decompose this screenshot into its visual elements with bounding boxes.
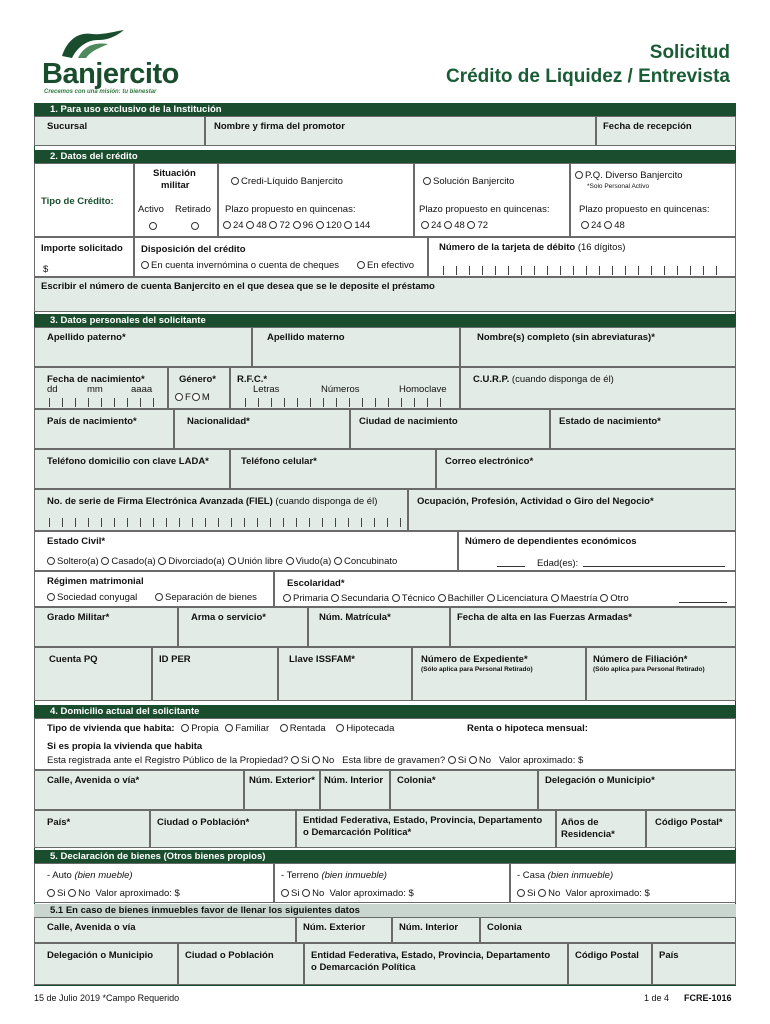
delegacion-field[interactable] [538, 770, 736, 810]
solucion-cell [414, 163, 570, 237]
cuenta-deposito-field[interactable] [34, 277, 736, 312]
banjercito-logo [40, 28, 200, 98]
terreno-label: - Terreno (bien inmueble) [281, 870, 387, 881]
fecha-alta-label: Fecha de alta en las Fuerzas Armadas* [457, 612, 632, 623]
expediente-note: (Sólo aplica para Personal Retirado) [421, 666, 533, 673]
section-5-header: 5. Declaración de bienes (Otros bienes propios) [34, 850, 736, 863]
bien-num-ext-field[interactable] [296, 917, 392, 943]
apellido-materno-label: Apellido materno [267, 332, 345, 343]
plazo-c-label: Plazo propuesto en quincenas: [579, 204, 710, 215]
telefono-celular-field[interactable] [230, 449, 436, 489]
activo-radio[interactable] [149, 222, 157, 230]
rfc-homoclave-label: Homoclave [399, 384, 447, 395]
section-1-header: 1. Para uso exclusivo de la Institución [34, 103, 736, 116]
plazo-a-options[interactable]: 24 48 72 96 120 144 [223, 220, 370, 231]
credi-liquido-cell [218, 163, 414, 237]
colonia-label: Colonia* [397, 775, 436, 786]
dd-label: dd [47, 384, 58, 395]
promotor-field[interactable] [205, 116, 596, 146]
grado-militar-field[interactable] [34, 607, 178, 647]
situacion-cell [134, 163, 218, 237]
estado-civil-cell [34, 531, 458, 571]
fiel-field[interactable] [34, 489, 408, 531]
nomina-option[interactable]: En cuenta invernómina o cuenta de cheques [141, 260, 339, 271]
estado-civil-label: Estado Civil* [47, 536, 106, 547]
recepcion-field[interactable] [596, 116, 736, 146]
pq-diverso-option[interactable] [575, 170, 683, 181]
pq-diverso-label: P.Q. Diverso Banjercito [585, 170, 683, 181]
escolaridad-cell [274, 571, 736, 607]
logo-text: Banjercito [42, 58, 179, 90]
terreno-options[interactable]: Si No Valor aproximado: $ [281, 888, 414, 899]
apellido-materno-field[interactable] [252, 327, 460, 367]
regimen-label: Régimen matrimonial [47, 576, 144, 587]
mm-label: mm [87, 384, 103, 395]
bien-delegacion-field[interactable] [34, 943, 178, 985]
expediente-field[interactable] [412, 647, 586, 701]
num-int-label: Núm. Interior [324, 775, 384, 786]
pq-diverso-cell [570, 163, 736, 237]
anios-label-2: Residencia* [561, 829, 615, 840]
bien-delegacion-label: Delegación o Municipio [47, 950, 154, 961]
rfc-numeros-label: Números [321, 384, 360, 395]
filiacion-field[interactable] [586, 647, 736, 701]
ocupacion-label: Ocupación, Profesión, Actividad o Giro del Negocio* [417, 496, 654, 507]
ciudad-nac-label: Ciudad de nacimiento [359, 416, 458, 427]
logo-tagline: Crecemos con una misión: tu bienestar [44, 89, 157, 95]
cp-label: Código Postal* [655, 817, 723, 828]
tel-dom-label: Teléfono domicilio con clave LADA* [47, 456, 209, 467]
page-title: Solicitud [649, 42, 730, 63]
section-51-header: 5.1 En caso de bienes inmuebles favor de llenar los siguientes datos [34, 904, 736, 917]
plazo-c-options[interactable]: 24 48 [581, 220, 625, 231]
rfc-label: R.F.C.* [237, 374, 268, 385]
renta-label: Renta o hipoteca mensual: [467, 723, 588, 734]
solucion-option[interactable] [423, 176, 514, 187]
section-3-header: 3. Datos personales del solicitante [34, 314, 736, 327]
estado-nacimiento-field[interactable] [550, 409, 736, 449]
pq-diverso-radio[interactable] [575, 171, 583, 179]
fiel-digit-boxes[interactable] [49, 518, 401, 527]
dependientes-cell [458, 531, 736, 571]
nacionalidad-label: Nacionalidad* [187, 416, 250, 427]
bien-calle-label: Calle, Avenida o vía [47, 922, 136, 933]
sucursal-field[interactable] [34, 116, 205, 146]
bien-pais-field[interactable] [652, 943, 736, 985]
footer-code: FCRE-1016 [684, 993, 732, 1003]
genero-options[interactable]: F M [175, 392, 210, 403]
auto-cell [34, 863, 274, 903]
solo-activo-note: *Solo Personal Activo [587, 183, 650, 190]
tarjeta-digit-boxes[interactable] [443, 266, 729, 275]
credi-liquido-option[interactable] [231, 176, 343, 187]
arma-servicio-field[interactable] [178, 607, 308, 647]
matricula-field[interactable] [308, 607, 450, 647]
anios-residencia-field[interactable] [556, 810, 646, 848]
fecha-nacimiento-field[interactable] [34, 367, 168, 409]
casa-cell [510, 863, 736, 903]
tipo-credito-label: Tipo de Crédito: [41, 196, 114, 207]
section-2-header: 2. Datos del crédito [34, 150, 736, 163]
rfc-digit-boxes[interactable] [245, 398, 451, 407]
nacionalidad-field[interactable] [174, 409, 350, 449]
bien-colonia-label: Colonia [487, 922, 522, 933]
credi-liquido-label: Credi-Líquido Banjercito [241, 176, 343, 187]
bien-colonia-field[interactable] [480, 917, 736, 943]
fecha-nac-label: Fecha de nacimiento* [47, 374, 145, 385]
promotor-label: Nombre y firma del promotor [214, 121, 345, 132]
bien-num-ext-label: Núm. Exterior [303, 922, 366, 933]
pais-nac-label: País de nacimiento* [47, 416, 137, 427]
auto-options[interactable]: Si No Valor aproximado: $ [47, 888, 180, 899]
escolaridad-options[interactable]: Primaria Secundaria Técnico Bachiller Licenciatura Maestría Otro [283, 593, 629, 604]
solucion-label: Solución Banjercito [433, 176, 515, 187]
plazo-b-options[interactable]: 24 48 72 [421, 220, 488, 231]
retirado-label: Retirado [175, 204, 211, 215]
solucion-radio[interactable] [423, 177, 431, 185]
tarjeta-field[interactable] [428, 237, 736, 277]
estado-civil-options[interactable]: Soltero(a) Casado(a) Divorciado(a) Unión libre Viudo(a) Concubinato [47, 556, 397, 567]
si-propia-label: Si es propia la vivienda que habita [47, 741, 203, 752]
calle-field[interactable] [34, 770, 244, 810]
num-interior-field[interactable] [320, 770, 390, 810]
eagle-logo-icon [58, 28, 128, 62]
militar-label: militar [161, 180, 190, 191]
estado-nac-label: Estado de nacimiento* [559, 416, 661, 427]
filiacion-note: (Sólo aplica para Personal Retirado) [593, 666, 705, 673]
arma-label: Arma o servicio* [191, 612, 266, 623]
escolaridad-label: Escolaridad* [287, 578, 345, 589]
otro-line[interactable] [679, 602, 727, 603]
num-exterior-field[interactable] [244, 770, 320, 810]
bien-ciudad-label: Ciudad o Población [185, 950, 274, 961]
pais-label: País* [47, 817, 71, 828]
disposicion-label: Disposición del crédito [141, 244, 246, 255]
tipo-vivienda-row: Tipo de vivienda que habita: Propia Familiar Rentada Hipotecada [47, 723, 395, 734]
calle-label: Calle, Avenida o vía* [47, 775, 140, 786]
sucursal-label: Sucursal [47, 121, 88, 132]
aaaa-label: aaaa [131, 384, 153, 395]
correo-label: Correo electrónico* [445, 456, 534, 467]
importe-label: Importe solicitado [41, 243, 123, 254]
bien-ciudad-field[interactable] [178, 943, 304, 985]
correo-field[interactable] [436, 449, 736, 489]
anios-label: Años de [561, 817, 599, 828]
sociedad-option[interactable]: Sociedad conyugal [47, 592, 137, 603]
apellido-paterno-field[interactable] [34, 327, 252, 367]
plazo-b-label: Plazo propuesto en quincenas: [419, 204, 550, 215]
ciudad-field[interactable] [150, 810, 296, 848]
bien-entidad-label: Entidad Federativa, Estado, Provincia, Departamento [311, 950, 551, 961]
section-4-header: 4. Domicilio actual del solicitante [34, 705, 736, 718]
issfam-label: Llave ISSFAM* [289, 654, 355, 665]
expediente-label: Número de Expediente* [421, 654, 528, 665]
entidad-label-2: o Demarcación Política* [303, 827, 412, 838]
delegacion-label: Delegación o Municipio* [545, 775, 655, 786]
recepcion-label: Fecha de recepción [603, 121, 692, 132]
curp-field[interactable] [460, 367, 736, 409]
pais-nacimiento-field[interactable] [34, 409, 174, 449]
dependientes-line[interactable] [497, 566, 525, 567]
matricula-label: Núm. Matrícula* [319, 612, 391, 623]
apellido-paterno-label: Apellido paterno* [47, 332, 126, 343]
separacion-option[interactable]: Separación de bienes [155, 592, 257, 603]
dollar-sign: $ [43, 264, 49, 275]
disposicion-cell [134, 237, 428, 277]
tipo-credito-cell [34, 163, 134, 237]
terreno-cell [274, 863, 510, 903]
tel-cel-label: Teléfono celular* [241, 456, 317, 467]
bien-cp-label: Código Postal [575, 950, 639, 961]
bien-pais-label: País [659, 950, 679, 961]
ciudad-nacimiento-field[interactable] [350, 409, 550, 449]
edades-line[interactable] [583, 566, 725, 567]
fecha-alta-field[interactable] [450, 607, 736, 647]
fiel-label: No. de serie de Firma Electrónica Avanzada (FIEL) (cuando disponga de él) [47, 496, 378, 507]
cuenta-pq-label: Cuenta PQ [49, 654, 98, 665]
activo-label: Activo [138, 204, 164, 215]
bien-calle-field[interactable] [34, 917, 296, 943]
rfc-letras-label: Letras [253, 384, 280, 395]
issfam-field[interactable] [278, 647, 412, 701]
footer-page: 1 de 4 [644, 993, 670, 1003]
situacion-label: Situación [153, 168, 196, 179]
casa-options[interactable]: Si No Valor aproximado: $ [517, 888, 650, 899]
genero-field [168, 367, 230, 409]
dependientes-label: Número de dependientes económicos [465, 536, 637, 547]
efectivo-option[interactable]: En efectivo [357, 260, 414, 271]
filiacion-label: Número de Filiación* [593, 654, 688, 665]
auto-label: - Auto (bien mueble) [47, 870, 133, 881]
bien-cp-field[interactable] [568, 943, 652, 985]
cuenta-deposito-label: Escribir el número de cuenta Banjercito en el que desea que se le deposite el préstamo [41, 281, 435, 292]
regimen-cell [34, 571, 274, 607]
nombres-field[interactable] [460, 327, 736, 367]
edades-label: Edad(es): [537, 558, 579, 569]
ciudad-label: Ciudad o Población* [157, 817, 250, 828]
bien-num-int-label: Núm. Interior [399, 922, 459, 933]
retirado-radio[interactable] [191, 222, 199, 230]
entidad-field[interactable] [296, 810, 556, 848]
entidad-label: Entidad Federativa, Estado, Provincia, Departamento [303, 815, 543, 826]
codigo-postal-field[interactable] [646, 810, 736, 848]
importe-field[interactable] [34, 237, 134, 277]
page-subtitle: Crédito de Liquidez / Entrevista [446, 66, 730, 87]
cuenta-pq-field[interactable] [34, 647, 152, 701]
bien-entidad-field[interactable] [304, 943, 568, 985]
casa-label: - Casa (bien inmueble) [517, 870, 614, 881]
fecha-digit-boxes[interactable] [49, 398, 159, 407]
curp-label: C.U.R.P. (cuando disponga de él) [473, 374, 614, 385]
registro-row[interactable]: Esta registrada ante el Registro Público de la Propiedad? Si No Esta libre de gravamen? Si No Valor aproximado: $ [47, 755, 584, 766]
bien-num-int-field[interactable] [392, 917, 480, 943]
nombres-label: Nombre(s) completo (sin abreviaturas)* [477, 332, 655, 343]
bien-entidad-label-2: o Demarcación Política [311, 962, 416, 973]
id-per-label: ID PER [159, 654, 191, 665]
plazo-a-label: Plazo propuesto en quincenas: [225, 204, 356, 215]
grado-label: Grado Militar* [47, 612, 110, 623]
credi-liquido-radio[interactable] [231, 177, 239, 185]
id-per-field[interactable] [152, 647, 278, 701]
genero-label: Género* [179, 374, 216, 385]
rfc-field[interactable] [230, 367, 460, 409]
pais-field[interactable] [34, 810, 150, 848]
tarjeta-label: Número de la tarjeta de débito (16 dígitos) [439, 242, 626, 253]
ocupacion-field[interactable] [408, 489, 736, 531]
telefono-domicilio-field[interactable] [34, 449, 230, 489]
colonia-field[interactable] [390, 770, 538, 810]
footer-date: 15 de Julio 2019 *Campo Requerido [34, 993, 180, 1003]
num-ext-label: Núm. Exterior* [249, 775, 315, 786]
vivienda-cell [34, 718, 736, 770]
